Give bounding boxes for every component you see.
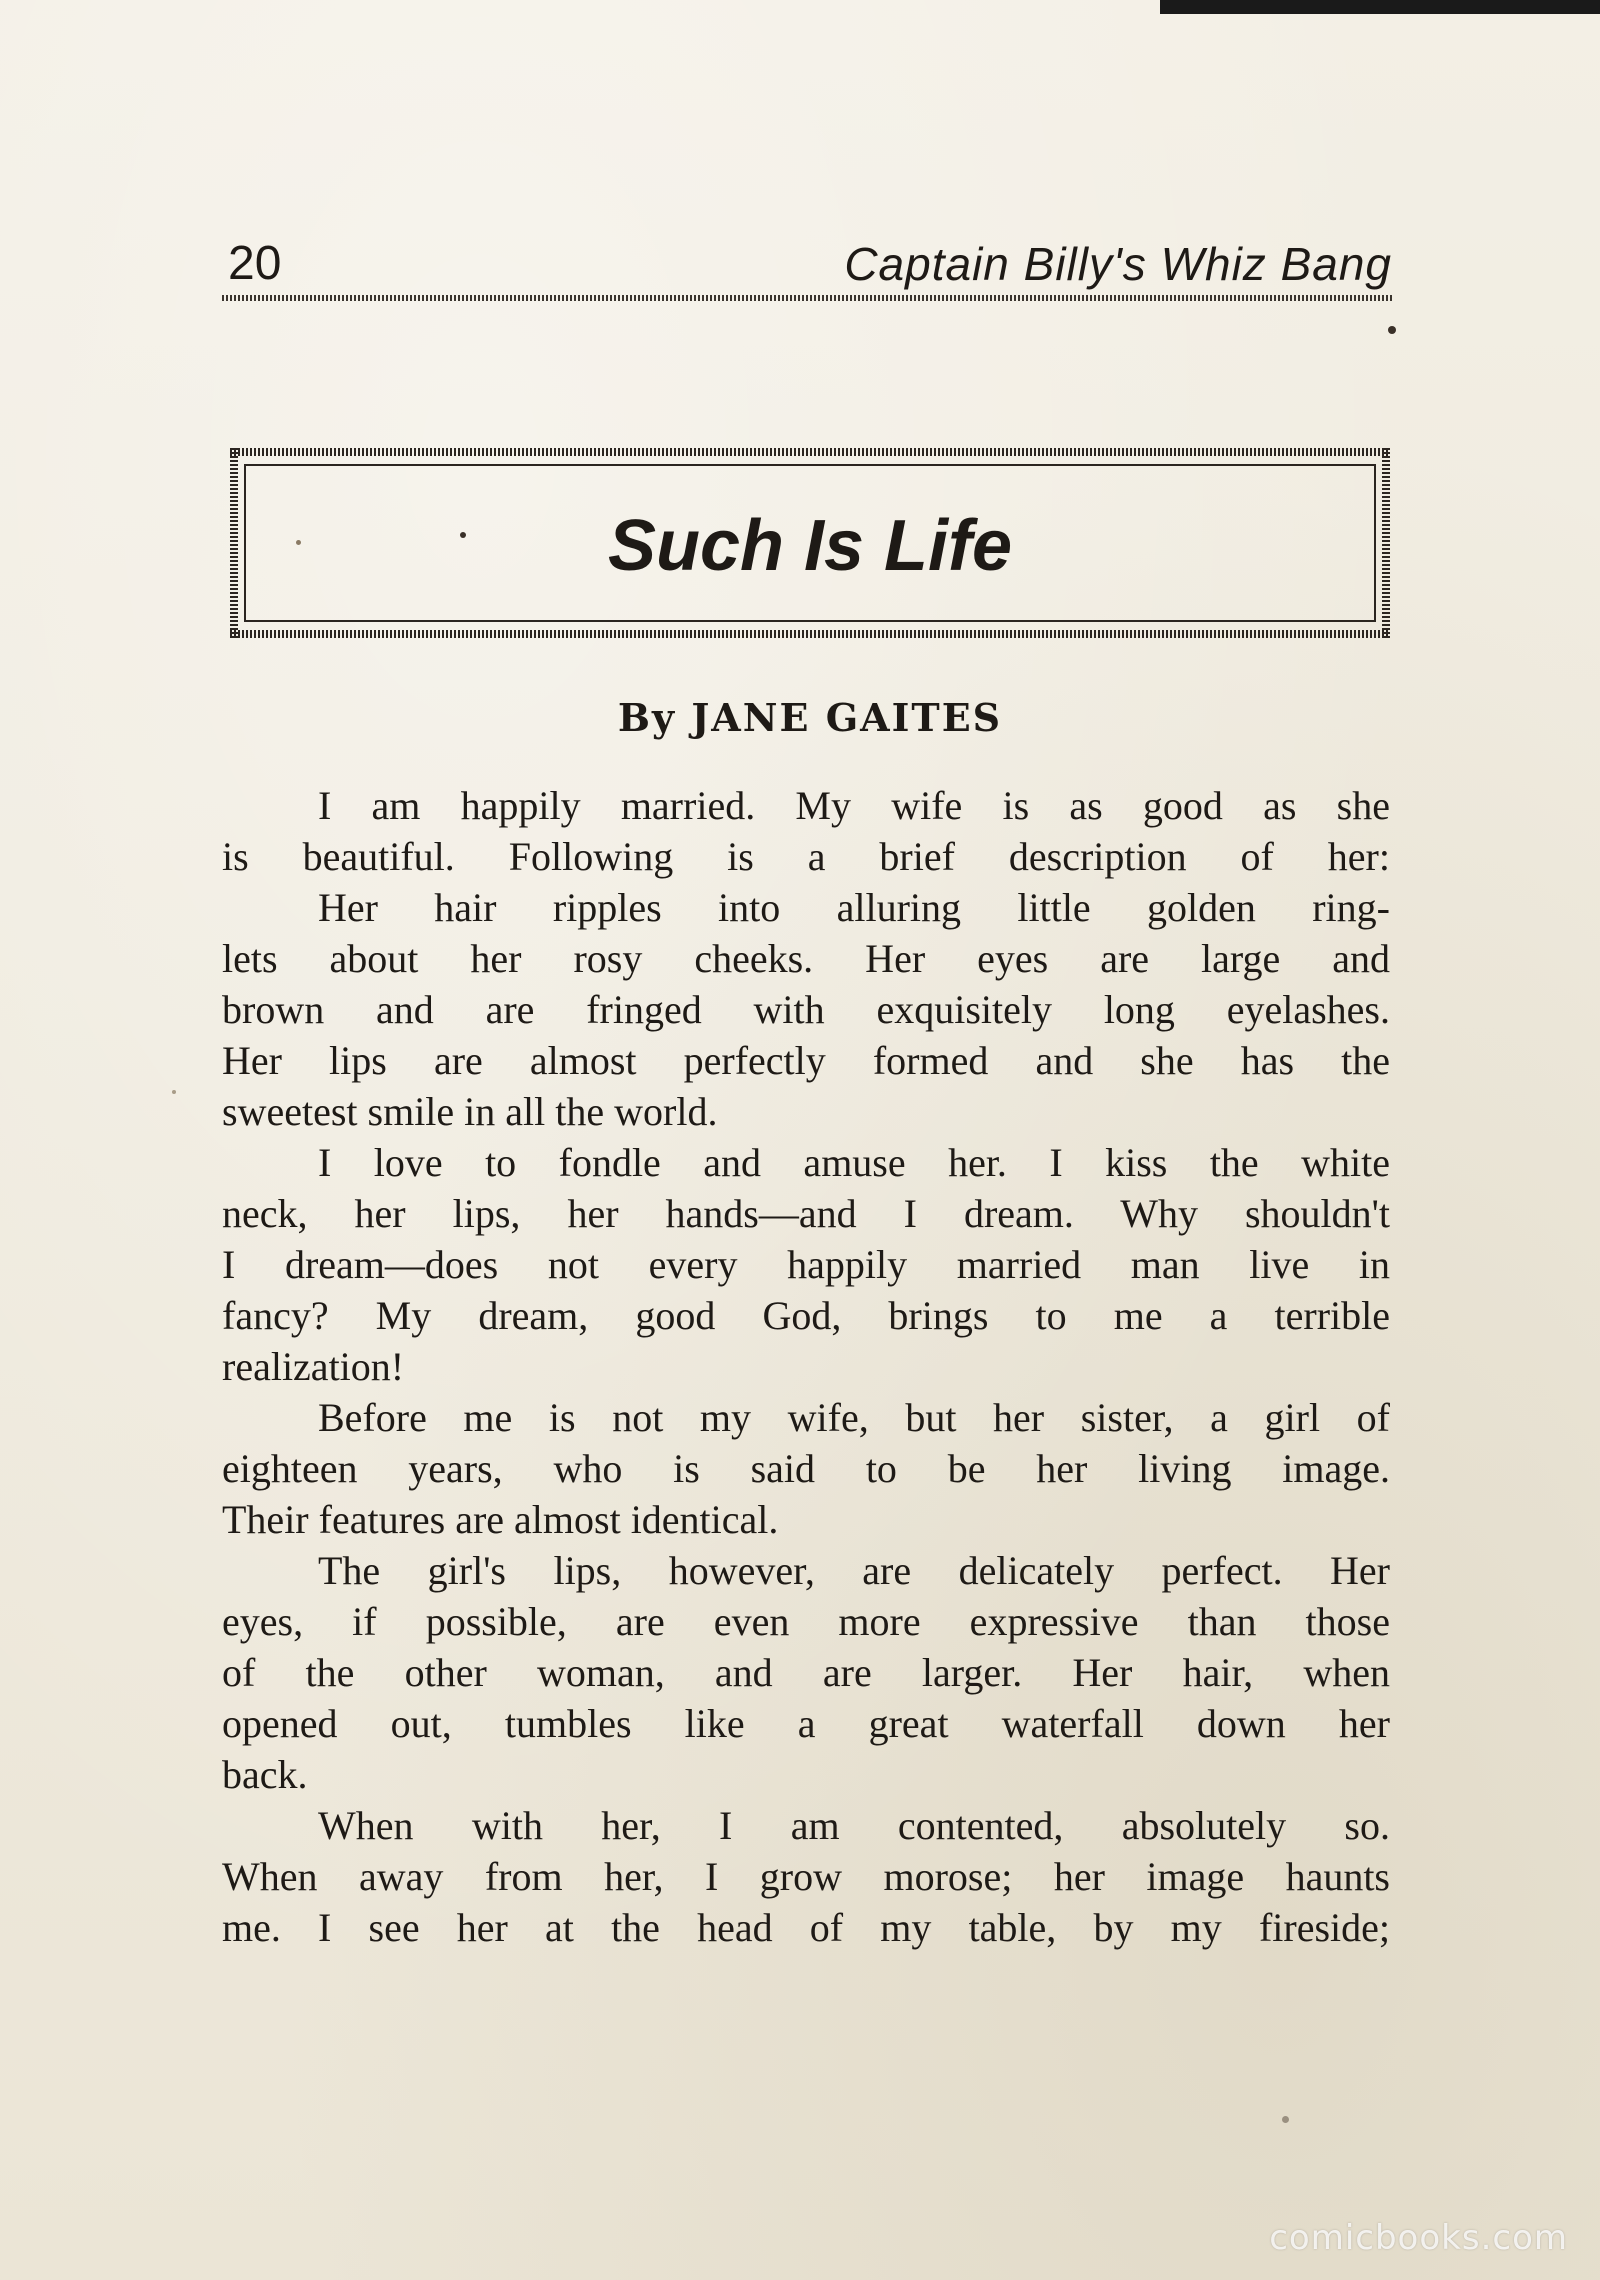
text-line: When away from her, I grow morose; her image haunts (222, 1854, 1390, 1899)
text-line: neck, her lips, her hands—and I dream. Why shouldn't (222, 1191, 1390, 1236)
title-box-bottom-border (230, 630, 1390, 638)
title-box-inner-bottom (244, 620, 1376, 622)
text-line: The girl's lips, however, are delicately perfect. Her (318, 1548, 1390, 1593)
magazine-title: Captain Billy's Whiz Bang (844, 238, 1392, 290)
text-line: Her lips are almost perfectly formed and she has the (222, 1038, 1390, 1083)
text-line: When with her, I am contented, absolutely so. (318, 1803, 1390, 1848)
title-box-top-border (230, 448, 1390, 456)
page-edge-shadow (1160, 0, 1600, 14)
text-line: realization! (222, 1344, 405, 1389)
story-body (222, 780, 1390, 1953)
text-line: back. (222, 1752, 308, 1797)
text-line: opened out, tumbles like a great waterfall down her (222, 1701, 1390, 1746)
story-title: Such Is Life (607, 506, 1013, 586)
paper-speck (460, 532, 466, 538)
text-line: I am happily married. My wife is as good as she (318, 783, 1390, 828)
text-line: fancy? My dream, good God, brings to me a terrible (222, 1293, 1390, 1338)
text-line: sweetest smile in all the world. (222, 1089, 718, 1134)
paper-speck (1282, 2116, 1289, 2123)
title-box-inner-top (244, 464, 1376, 466)
text-line: eyes, if possible, are even more expressive than those (222, 1599, 1390, 1644)
paper-speck (172, 1090, 176, 1094)
text-line: lets about her rosy cheeks. Her eyes are large and (222, 936, 1390, 981)
text-line: is beautiful. Following is a brief description of her: (222, 834, 1390, 879)
text-line: I love to fondle and amuse her. I kiss the white (318, 1140, 1390, 1185)
header-rule (222, 295, 1392, 301)
title-box (230, 448, 1390, 638)
text-line: Their features are almost identical. (222, 1497, 779, 1542)
text-line: brown and are fringed with exquisitely long eyelashes. (222, 987, 1390, 1032)
text-line: I dream—does not every happily married man live in (222, 1242, 1390, 1287)
text-line: Her hair ripples into alluring little golden ring- (318, 885, 1390, 930)
byline: By JANE GAITES (617, 695, 1003, 740)
paper-speck (296, 540, 301, 545)
running-head (222, 236, 1392, 296)
text-line: Before me is not my wife, but her sister, a girl of (318, 1395, 1390, 1440)
paper-speck (1388, 326, 1396, 334)
watermark: comicbooks.com (1269, 2218, 1568, 2258)
text-line: me. I see her at the head of my table, by my fireside; (222, 1905, 1390, 1950)
text-line: eighteen years, who is said to be her living image. (222, 1446, 1390, 1491)
page-number: 20 (228, 237, 282, 290)
text-line: of the other woman, and are larger. Her hair, when (222, 1650, 1390, 1695)
